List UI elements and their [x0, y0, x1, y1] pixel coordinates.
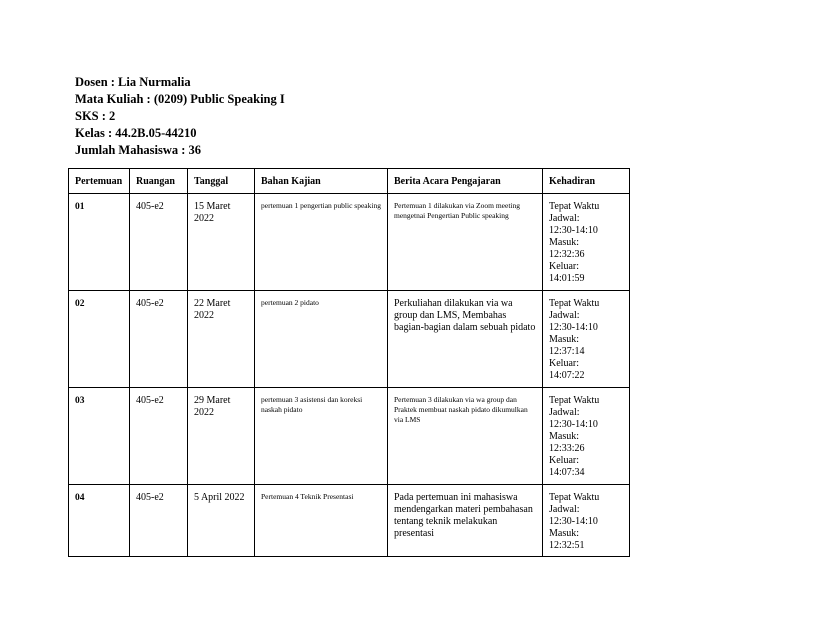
bahan-text: pertemuan 2 pidato: [261, 298, 319, 307]
cell-tanggal: 22 Maret 2022: [188, 291, 255, 388]
table-row: [69, 194, 630, 291]
checkin-label: Masuk:: [549, 237, 579, 248]
table-row: [69, 485, 630, 557]
attendance-status: Tepat Waktu: [549, 201, 600, 212]
cell-berita-acara: [388, 388, 543, 485]
schedule-value: 12:30-14:10: [549, 322, 598, 333]
checkout-label: Keluar:: [549, 358, 579, 369]
cell-ruangan: 405-e2: [130, 485, 188, 557]
cell-bahan-kajian: [255, 388, 388, 485]
checkin-value: 12:32:36: [549, 249, 585, 260]
cell-ruangan: 405-e2: [130, 388, 188, 485]
student-count-line: Jumlah Mahasiswa : 36: [75, 143, 202, 157]
bahan-text: pertemuan 3 asistensi dan koreksi naskah pidato: [261, 395, 363, 414]
cell-tanggal: 15 Maret 2022: [188, 194, 255, 291]
attendance-table: [68, 168, 630, 557]
schedule-label: Jadwal:: [549, 310, 580, 321]
berita-text: Pertemuan 1 dilakukan via Zoom meeting mengetnai Pengertian Public speaking: [394, 201, 521, 220]
berita-text: Pertemuan 3 dilakukan via wa group dan Praktek membuat naskah pidato dikumulkan via LMS: [394, 395, 528, 424]
schedule-label: Jadwal:: [549, 213, 580, 224]
cell-berita-acara: [388, 194, 543, 291]
schedule-value: 12:30-14:10: [549, 419, 598, 430]
checkin-label: Masuk:: [549, 334, 579, 345]
cell-bahan-kajian: [255, 485, 388, 557]
cell-kehadiran: [543, 388, 630, 485]
cell-pertemuan: 04: [69, 485, 130, 557]
cell-kehadiran: [543, 291, 630, 388]
course-header: [75, 74, 285, 159]
berita-text: Pada pertemuan ini mahasiswa mendengarkan materi pembahasan tentang teknik melakukan presentasi: [394, 492, 533, 539]
cell-tanggal: 5 April 2022: [188, 485, 255, 557]
credits-line: SKS : 2: [75, 109, 116, 123]
attendance-status: Tepat Waktu: [549, 298, 600, 309]
checkout-value: 14:07:34: [549, 467, 585, 478]
checkin-value: 12:33:26: [549, 443, 585, 454]
table-row: [69, 291, 630, 388]
cell-pertemuan: 02: [69, 291, 130, 388]
cell-kehadiran: [543, 194, 630, 291]
cell-bahan-kajian: [255, 194, 388, 291]
course-line: Mata Kuliah : (0209) Public Speaking I: [75, 92, 285, 106]
cell-berita-acara: [388, 485, 543, 557]
cell-ruangan: 405-e2: [130, 291, 188, 388]
cell-ruangan: 405-e2: [130, 194, 188, 291]
class-line: Kelas : 44.2B.05-44210: [75, 126, 197, 140]
checkin-value: 12:32:51: [549, 540, 585, 551]
cell-kehadiran: [543, 485, 630, 557]
schedule-value: 12:30-14:10: [549, 225, 598, 236]
table-row: [69, 388, 630, 485]
checkout-label: Keluar:: [549, 455, 579, 466]
berita-text: Perkuliahan dilakukan via wa group dan LMS, Membahas bagian-bagian dalam sebuah pidato: [394, 298, 536, 333]
column-header-tanggal: Tanggal: [188, 169, 255, 194]
bahan-text: Pertemuan 4 Teknik Presentasi: [261, 492, 354, 501]
column-header-ruangan: Ruangan: [130, 169, 188, 194]
attendance-status: Tepat Waktu: [549, 395, 600, 406]
checkin-value: 12:37:14: [549, 346, 585, 357]
schedule-value: 12:30-14:10: [549, 516, 598, 527]
table-header-row: [69, 169, 630, 194]
cell-pertemuan: 03: [69, 388, 130, 485]
attendance-status: Tepat Waktu: [549, 492, 600, 503]
bahan-text: pertemuan 1 pengertian public speaking: [261, 201, 381, 210]
checkout-value: 14:07:22: [549, 370, 585, 381]
cell-pertemuan: 01: [69, 194, 130, 291]
column-header-kehadiran: Kehadiran: [543, 169, 630, 194]
checkin-label: Masuk:: [549, 431, 579, 442]
cell-bahan-kajian: [255, 291, 388, 388]
column-header-berita-acara: Berita Acara Pengajaran: [388, 169, 543, 194]
checkin-label: Masuk:: [549, 528, 579, 539]
cell-berita-acara: [388, 291, 543, 388]
column-header-bahan-kajian: Bahan Kajian: [255, 169, 388, 194]
checkout-label: Keluar:: [549, 261, 579, 272]
column-header-pertemuan: Pertemuan: [69, 169, 130, 194]
lecturer-line: Dosen : Lia Nurmalia: [75, 75, 191, 89]
checkout-value: 14:01:59: [549, 273, 585, 284]
cell-tanggal: 29 Maret 2022: [188, 388, 255, 485]
schedule-label: Jadwal:: [549, 407, 580, 418]
schedule-label: Jadwal:: [549, 504, 580, 515]
